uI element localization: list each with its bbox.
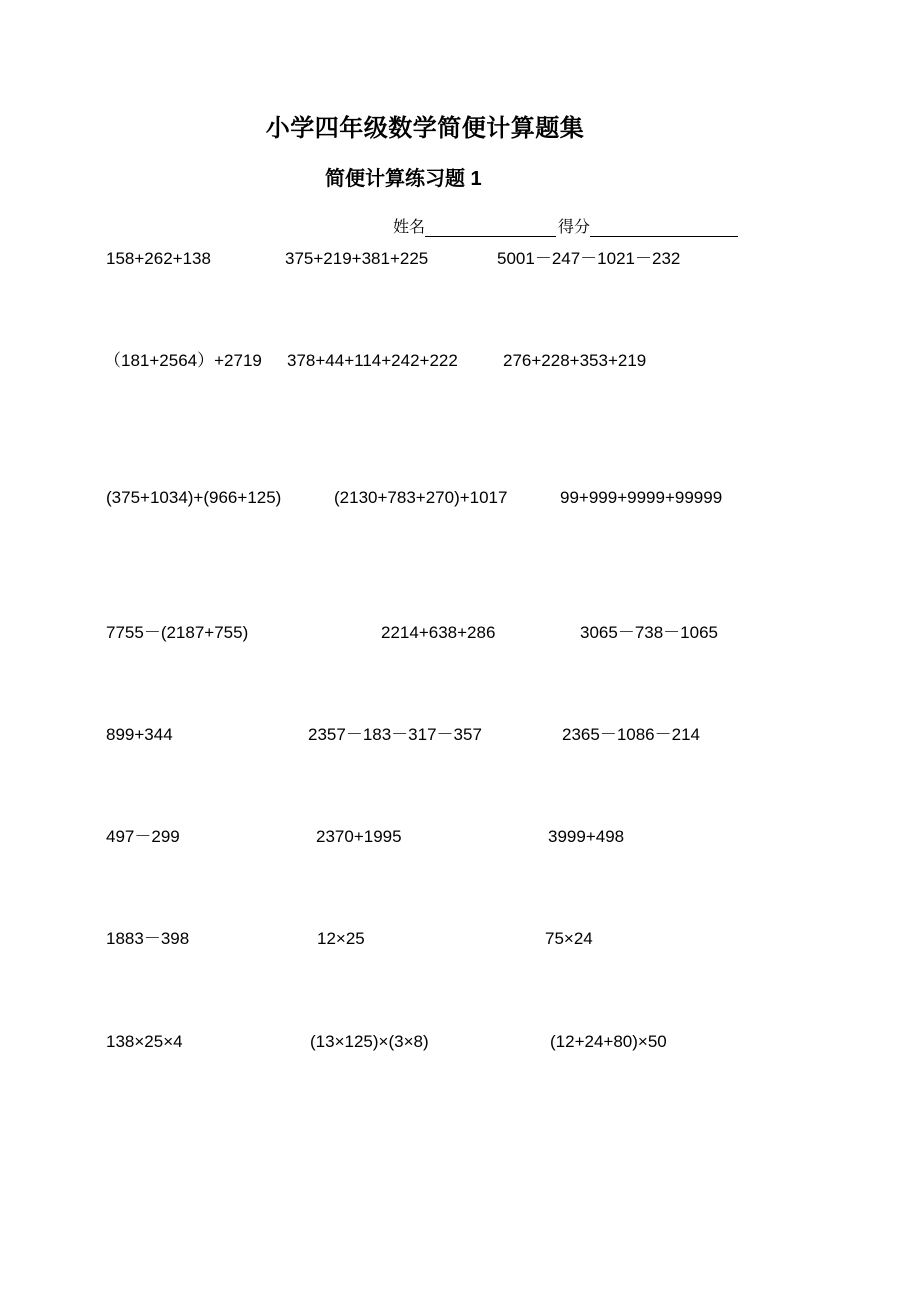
problem-1-3: 5001－247－1021－232 [497, 249, 681, 268]
name-blank [425, 219, 556, 237]
problem-3-1: (375+1034)+(966+125) [106, 488, 282, 507]
problem-7-3: 75×24 [545, 929, 593, 948]
problem-5-3: 2365－1086－214 [562, 725, 701, 744]
problem-6-1: 497－299 [106, 827, 180, 846]
problem-3-3: 99+999+9999+99999 [560, 488, 723, 507]
problem-4-3: 3065－738－1065 [580, 623, 719, 642]
problem-7-2: 12×25 [317, 929, 365, 948]
problem-2-1: （181+2564）+2719 [104, 351, 262, 370]
page-title: 小学四年级数学简便计算题集 [265, 115, 585, 142]
problem-7-1: 1883－398 [106, 929, 190, 948]
problem-8-3: (12+24+80)×50 [550, 1032, 667, 1051]
problem-3-2: (2130+783+270)+1017 [334, 488, 508, 507]
problem-6-3: 3999+498 [548, 827, 625, 846]
problem-8-2: (13×125)×(3×8) [310, 1032, 429, 1051]
worksheet-subtitle: 简便计算练习题 1 [325, 168, 482, 190]
problem-1-2: 375+219+381+225 [285, 249, 429, 268]
score-label: 得分 [558, 219, 591, 236]
problem-5-2: 2357－183－317－357 [308, 725, 482, 744]
problem-8-1: 138×25×4 [106, 1032, 183, 1051]
problem-4-2: 2214+638+286 [381, 623, 496, 642]
student-info [393, 214, 738, 237]
name-label: 姓名 [393, 219, 426, 236]
problem-2-2: 378+44+114+242+222 [287, 351, 458, 370]
problem-4-1: 7755－(2187+755) [106, 623, 249, 642]
problem-6-2: 2370+1995 [316, 827, 402, 846]
score-blank [590, 219, 738, 237]
problem-2-3: 276+228+353+219 [503, 351, 647, 370]
problem-5-1: 899+344 [106, 725, 173, 744]
problem-1-1: 158+262+138 [106, 249, 211, 268]
